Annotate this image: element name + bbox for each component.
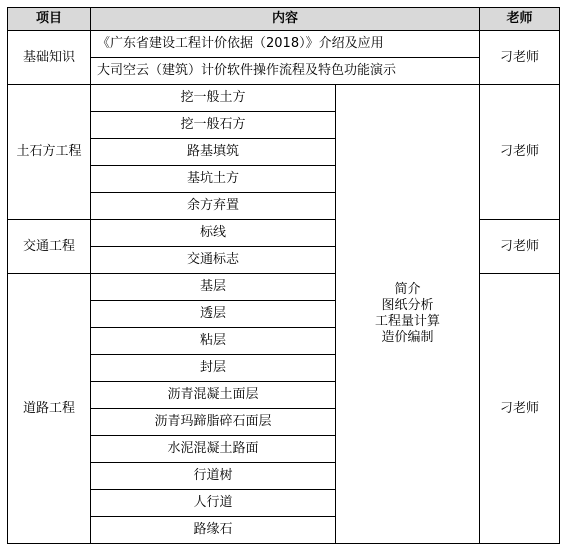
header-teacher: 老师: [480, 8, 560, 31]
topic-item: 图纸分析: [381, 298, 434, 313]
content-item: 挖一般石方: [91, 112, 336, 139]
topic-item: 工程量计算: [375, 314, 441, 329]
content-item: 标线: [91, 220, 336, 247]
content-item: 挖一般土方: [91, 85, 336, 112]
content-item: 人行道: [91, 490, 336, 517]
content-item: 路基填筑: [91, 139, 336, 166]
content-item: 路缘石: [91, 517, 336, 544]
header-project: 项目: [8, 8, 91, 31]
content-item: 大司空云（建筑）计价软件操作流程及特色功能演示: [91, 58, 480, 85]
content-item: 水泥混凝土路面: [91, 436, 336, 463]
section-name-earthwork: 土石方工程: [8, 85, 91, 220]
topic-item: 造价编制: [381, 330, 434, 345]
content-item: 基坑土方: [91, 166, 336, 193]
teacher-traffic: 刁老师: [480, 220, 560, 274]
table-row: [8, 58, 560, 85]
section-name-road: 道路工程: [8, 274, 91, 544]
content-item: 《广东省建设工程计价依据（2018）》介绍及应用: [91, 31, 480, 58]
content-item: 余方弃置: [91, 193, 336, 220]
section-name-traffic: 交通工程: [8, 220, 91, 274]
table-row: [8, 31, 560, 58]
content-item: 粘层: [91, 328, 336, 355]
course-table: [7, 7, 560, 544]
teacher-road: 刁老师: [480, 274, 560, 544]
topics-cell: [336, 85, 480, 544]
topic-item: 简介: [394, 282, 421, 297]
header-content: 内容: [91, 8, 480, 31]
header-row: [8, 8, 560, 31]
content-item: 基层: [91, 274, 336, 301]
teacher-earthwork: 刁老师: [480, 85, 560, 220]
content-item: 沥青混凝土面层: [91, 382, 336, 409]
teacher-basic: 刁老师: [480, 31, 560, 85]
content-item: 透层: [91, 301, 336, 328]
content-item: 沥青玛蹄脂碎石面层: [91, 409, 336, 436]
content-item: 交通标志: [91, 247, 336, 274]
content-item: 行道树: [91, 463, 336, 490]
content-item: 封层: [91, 355, 336, 382]
table-row: [8, 85, 560, 112]
section-name-basic: 基础知识: [8, 31, 91, 85]
